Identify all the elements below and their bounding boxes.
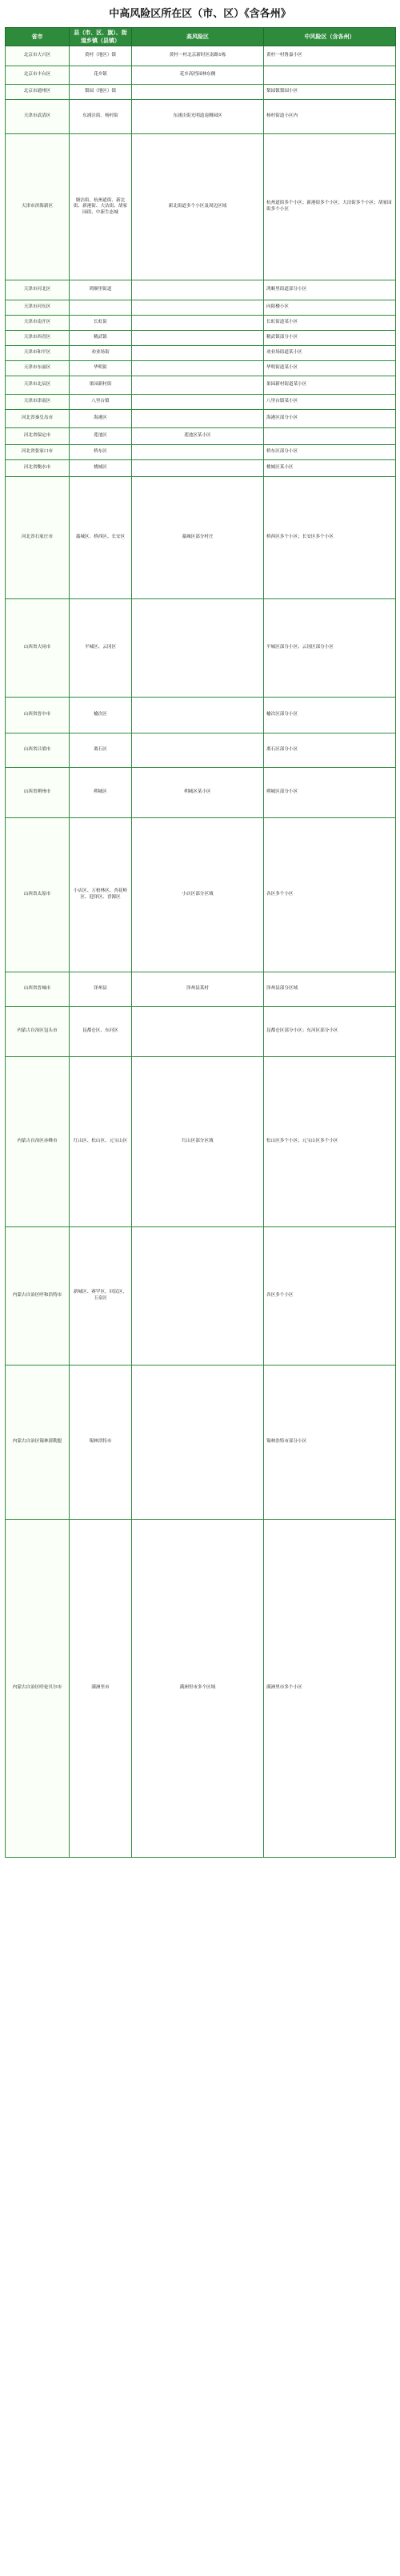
district-cell: 朔城区 <box>70 768 132 818</box>
high-risk-cell: 朔城区某小区 <box>132 768 264 818</box>
district-cell: 离石区 <box>70 733 132 768</box>
table-row <box>6 698 396 733</box>
district-cell <box>70 300 132 316</box>
mid-risk-cell <box>264 428 396 445</box>
district-cell: 桃城区 <box>70 460 132 477</box>
table-row <box>6 768 396 818</box>
district-cell: 泽州县 <box>70 972 132 1007</box>
high-risk-cell: 莲池区某小区 <box>132 428 264 445</box>
high-risk-cell <box>132 331 264 346</box>
province-cell: 天津市和平区 <box>6 346 70 361</box>
table-row <box>6 410 396 428</box>
table-row <box>6 395 396 410</box>
district-cell: 果园新村街 <box>70 376 132 395</box>
province-cell: 内蒙古自治区赤峰市 <box>6 1057 70 1227</box>
header-mid-risk: 中风险区（含各州） <box>264 28 396 46</box>
district-cell: 黄村（地区）镇 <box>70 46 132 66</box>
high-risk-cell: 满洲里市多个区域 <box>132 1520 264 1858</box>
header-high-risk: 高风险区 <box>132 28 264 46</box>
province-cell: 天津市东丽区 <box>6 361 70 376</box>
table-row <box>6 46 396 66</box>
province-cell: 天津市武清区 <box>6 100 70 134</box>
district-cell: 鸿顺里街道 <box>70 280 132 300</box>
province-cell: 北京市大兴区 <box>6 46 70 66</box>
high-risk-cell <box>132 376 264 395</box>
mid-risk-cell: 华明街道某小区 <box>264 361 396 376</box>
province-cell: 内蒙古自治区呼伦贝尔市 <box>6 1520 70 1858</box>
district-cell: 满洲里市 <box>70 1520 132 1858</box>
table-row <box>6 316 396 331</box>
high-risk-cell: 红山区部分区域 <box>132 1057 264 1227</box>
table-row <box>6 376 396 395</box>
header-district: 县（市、区、旗）、街道乡镇（县镇） <box>70 28 132 46</box>
mid-risk-cell: 黄村一村鲁嘉小区 <box>264 46 396 66</box>
table-row <box>6 428 396 445</box>
mid-risk-cell: 桥西区多个小区；长安区多个小区 <box>264 477 396 599</box>
high-risk-cell <box>132 1007 264 1057</box>
province-cell: 天津市滨海新区 <box>6 134 70 280</box>
district-cell: 新城区、赛罕区、回民区、玉泉区 <box>70 1227 132 1366</box>
district-cell: 莲池区 <box>70 428 132 445</box>
mid-risk-cell: 桃城区某小区 <box>264 460 396 477</box>
province-cell: 山西省大同市 <box>6 599 70 698</box>
high-risk-cell <box>132 85 264 100</box>
table-row <box>6 818 396 972</box>
district-cell: 长虹街 <box>70 316 132 331</box>
district-cell: 红山区、松山区、元宝山区 <box>70 1057 132 1227</box>
high-risk-cell <box>132 361 264 376</box>
table-row <box>6 331 396 346</box>
mid-risk-cell: 杨村街道小区内 <box>264 100 396 134</box>
province-cell: 山西省晋中市 <box>6 698 70 733</box>
table-row <box>6 477 396 599</box>
high-risk-cell <box>132 280 264 300</box>
high-risk-cell <box>132 599 264 698</box>
high-risk-cell <box>132 1227 264 1366</box>
high-risk-cell <box>132 395 264 410</box>
high-risk-cell: 东浦洼街光明道南侧园区 <box>132 100 264 134</box>
mid-risk-cell: 昆都仑区部分小区；东河区部分小区 <box>264 1007 396 1057</box>
table-row <box>6 100 396 134</box>
district-cell: 锡林浩特市 <box>70 1366 132 1520</box>
district-cell: 劝业场街 <box>70 346 132 361</box>
high-risk-cell: 泽州县某村 <box>132 972 264 1007</box>
district-cell: 东浦洼街、杨村街 <box>70 100 132 134</box>
province-cell: 北京市丰台区 <box>6 66 70 85</box>
province-cell: 内蒙古自治区锡林郭勒盟 <box>6 1366 70 1520</box>
mid-risk-cell: 满洲里市多个小区 <box>264 1520 396 1858</box>
high-risk-cell <box>132 733 264 768</box>
province-cell: 天津市西青区 <box>6 331 70 346</box>
high-risk-cell <box>132 316 264 331</box>
district-cell: 华明街 <box>70 361 132 376</box>
page-title: 中高风险区所在区（市、区）《含各州》 <box>109 8 291 20</box>
district-cell: 榆次区 <box>70 698 132 733</box>
table-header-row <box>6 28 396 46</box>
table-row <box>6 972 396 1007</box>
mid-risk-cell: 海港区部分小区 <box>264 410 396 428</box>
high-risk-cell <box>132 460 264 477</box>
province-cell: 天津市河北区 <box>6 280 70 300</box>
district-cell: 藁城区、桥西区、长安区 <box>70 477 132 599</box>
table-row <box>6 85 396 100</box>
table-row <box>6 733 396 768</box>
high-risk-cell: 黄村一村北京新时区南路1栋 <box>132 46 264 66</box>
district-cell: 精武镇 <box>70 331 132 346</box>
province-cell: 内蒙古自治区呼和浩特市 <box>6 1227 70 1366</box>
mid-risk-cell: 锡林浩特市部分小区 <box>264 1366 396 1520</box>
mid-risk-cell: 松山区多个小区；元宝山区多个小区 <box>264 1057 396 1227</box>
table-row <box>6 1007 396 1057</box>
province-cell: 河北省衡水市 <box>6 460 70 477</box>
district-cell: 海港区 <box>70 410 132 428</box>
table-row <box>6 599 396 698</box>
header-province: 省市 <box>6 28 70 46</box>
table-row <box>6 346 396 361</box>
table-body <box>6 46 396 1858</box>
mid-risk-cell: 劝业场街道某小区 <box>264 346 396 361</box>
table-row <box>6 66 396 85</box>
province-cell: 河北省保定市 <box>6 428 70 445</box>
mid-risk-cell: 桥东区部分小区 <box>264 445 396 460</box>
table-row <box>6 361 396 376</box>
province-cell: 山西省太原市 <box>6 818 70 972</box>
province-cell: 天津市北辰区 <box>6 376 70 395</box>
province-cell: 天津市河东区 <box>6 300 70 316</box>
province-cell: 山西省晋城市 <box>6 972 70 1007</box>
mid-risk-cell: 各区多个小区 <box>264 818 396 972</box>
mid-risk-cell: 八里台镇某小区 <box>264 395 396 410</box>
high-risk-cell <box>132 445 264 460</box>
province-cell: 山西省朔州市 <box>6 768 70 818</box>
province-cell: 北京市通州区 <box>6 85 70 100</box>
mid-risk-cell: 榆次区部分小区 <box>264 698 396 733</box>
table-row <box>6 1520 396 1858</box>
district-cell: 塘沽街、杭州道街、新北街、新港街、大沽街、胡家园街、中新生态城 <box>70 134 132 280</box>
mid-risk-cell: 各区多个小区 <box>264 1227 396 1366</box>
mid-risk-cell: 向阳楼小区 <box>264 300 396 316</box>
risk-area-table <box>5 27 396 1858</box>
district-cell: 小店区、万柏林区、杏花岭区、迎泽区、晋源区 <box>70 818 132 972</box>
mid-risk-cell: 梨园镇梨园小区 <box>264 85 396 100</box>
table-row <box>6 460 396 477</box>
province-cell: 山西省吕梁市 <box>6 733 70 768</box>
high-risk-cell <box>132 698 264 733</box>
high-risk-cell: 小店区部分区域 <box>132 818 264 972</box>
mid-risk-cell: 朔城区部分小区 <box>264 768 396 818</box>
province-cell: 天津市南开区 <box>6 316 70 331</box>
high-risk-cell <box>132 410 264 428</box>
district-cell: 昆都仑区、东河区 <box>70 1007 132 1057</box>
mid-risk-cell: 杭州道街多个小区；新港街多个小区；大沽街多个小区；胡家园街多个小区 <box>264 134 396 280</box>
high-risk-cell: 藁城区部分村庄 <box>132 477 264 599</box>
table-row <box>6 300 396 316</box>
table-row <box>6 1057 396 1227</box>
high-risk-cell <box>132 346 264 361</box>
table-row <box>6 280 396 300</box>
mid-risk-cell: 离石区部分小区 <box>264 733 396 768</box>
high-risk-cell: 花乡高档园林东侧 <box>132 66 264 85</box>
district-cell: 花乡镇 <box>70 66 132 85</box>
table-row <box>6 1366 396 1520</box>
table-row <box>6 1227 396 1366</box>
mid-risk-cell: 长虹街道某小区 <box>264 316 396 331</box>
province-cell: 河北省石家庄市 <box>6 477 70 599</box>
high-risk-cell <box>132 300 264 316</box>
province-cell: 河北省张家口市 <box>6 445 70 460</box>
province-cell: 内蒙古自治区包头市 <box>6 1007 70 1057</box>
district-cell: 梨园（地区）镇 <box>70 85 132 100</box>
province-cell: 天津市津南区 <box>6 395 70 410</box>
table-row <box>6 134 396 280</box>
mid-risk-cell: 平城区部分小区；云冈区部分小区 <box>264 599 396 698</box>
mid-risk-cell <box>264 66 396 85</box>
district-cell: 八里台镇 <box>70 395 132 410</box>
high-risk-cell: 新北街道多个小区及周边区域 <box>132 134 264 280</box>
mid-risk-cell: 鸿顺里街道部分小区 <box>264 280 396 300</box>
mid-risk-cell: 精武镇部分小区 <box>264 331 396 346</box>
district-cell: 平城区、云冈区 <box>70 599 132 698</box>
province-cell: 河北省秦皇岛市 <box>6 410 70 428</box>
mid-risk-cell: 果园新村街道某小区 <box>264 376 396 395</box>
high-risk-cell <box>132 1366 264 1520</box>
mid-risk-cell: 泽州县部分区域 <box>264 972 396 1007</box>
district-cell: 桥东区 <box>70 445 132 460</box>
table-row <box>6 445 396 460</box>
